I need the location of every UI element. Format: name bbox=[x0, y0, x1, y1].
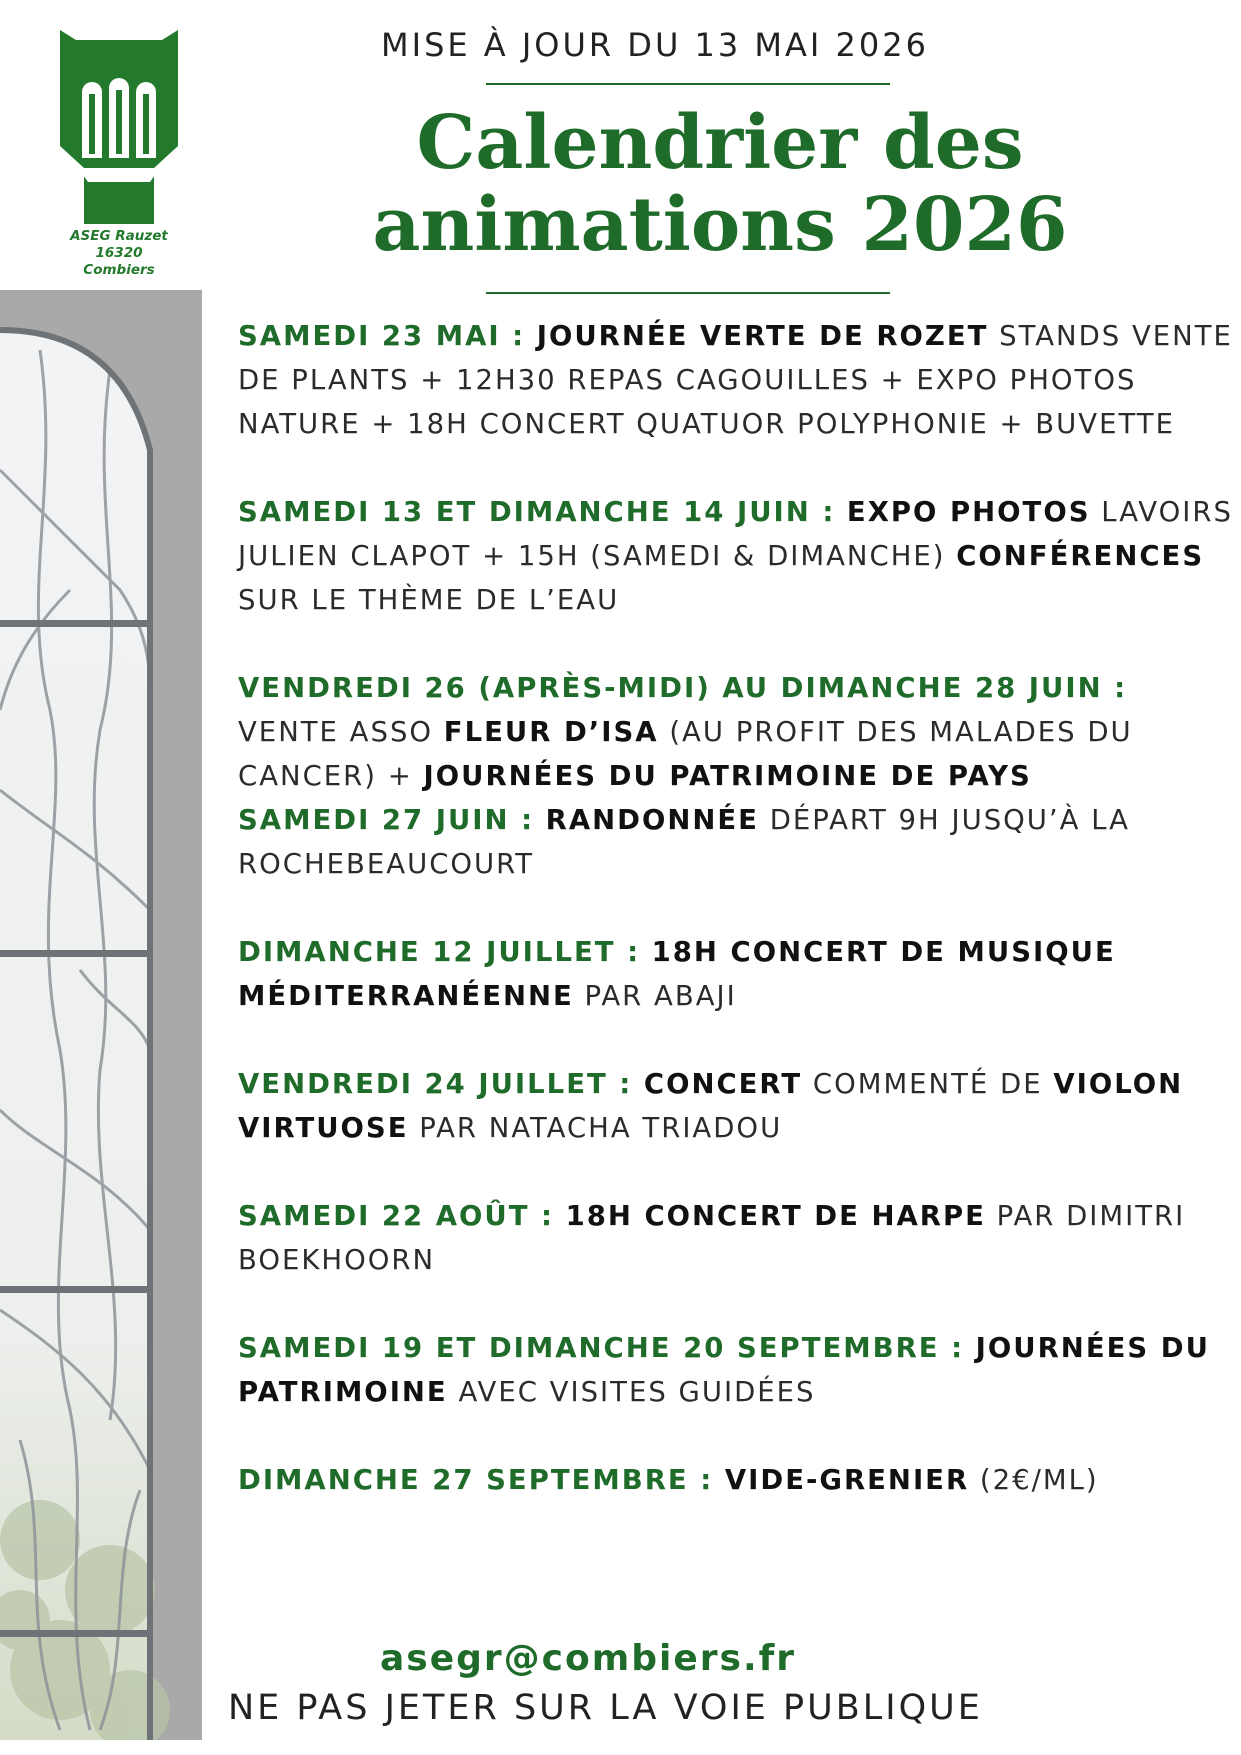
event-detail: (AU PROFIT DES MALADES DU CANCER) + bbox=[238, 716, 1133, 792]
event-item bbox=[238, 666, 1238, 798]
event-item bbox=[238, 930, 1238, 1018]
event-highlight: CONCERT bbox=[632, 1068, 803, 1100]
event-highlight: CONFÉRENCES bbox=[956, 540, 1205, 572]
event-highlight: 18H CONCERT DE MUSIQUE MÉDITERRANÉENNE bbox=[238, 936, 1116, 1012]
event-highlight: FLEUR D’ISA bbox=[443, 716, 659, 748]
event-detail: PAR ABAJI bbox=[573, 980, 737, 1012]
logo-line-1: ASEG Rauzet bbox=[70, 228, 168, 244]
event-date: VENDREDI 26 (APRÈS-MIDI) AU DIMANCHE 28 JUIN : bbox=[238, 672, 1128, 704]
event-item bbox=[238, 1326, 1238, 1414]
title-line-2: animations 2026 bbox=[372, 182, 1068, 268]
event-detail: VENTE ASSO bbox=[238, 716, 444, 748]
event-detail: DÉPART 9H JUSQU’À LA ROCHEBEAUCOURT bbox=[238, 804, 1130, 880]
page-title bbox=[300, 102, 1140, 266]
divider-bottom bbox=[486, 292, 890, 294]
event-date: SAMEDI 22 AOÛT : bbox=[238, 1200, 555, 1232]
event-date: VENDREDI 24 JUILLET : bbox=[238, 1068, 633, 1100]
event-highlight: EXPO PHOTOS bbox=[835, 496, 1091, 528]
event-detail: LAVOIRS JULIEN CLAPOT + 15H (SAMEDI & DIMANCHE) bbox=[238, 496, 1233, 572]
title-line-1: Calendrier des bbox=[416, 100, 1024, 186]
event-date: SAMEDI 19 ET DIMANCHE 20 SEPTEMBRE : bbox=[238, 1332, 965, 1364]
event-highlight: RANDONNÉE bbox=[534, 804, 759, 836]
event-date: DIMANCHE 12 JUILLET : bbox=[238, 936, 641, 968]
event-highlight: 18H CONCERT DE HARPE bbox=[554, 1200, 986, 1232]
event-highlight: JOURNÉES DU PATRIMOINE bbox=[238, 1332, 1210, 1408]
logo-caption bbox=[58, 228, 180, 279]
event-item bbox=[238, 798, 1238, 886]
event-highlight: JOURNÉES DU PATRIMOINE DE PAYS bbox=[423, 760, 1032, 792]
contact-email[interactable]: asegr@combiers.fr bbox=[380, 1638, 797, 1679]
footer-notice: NE PAS JETER SUR LA VOIE PUBLIQUE bbox=[228, 1688, 983, 1728]
event-highlight: JOURNÉE VERTE DE ROZET bbox=[525, 320, 989, 352]
logo-line-2: 16320 Combiers bbox=[83, 245, 155, 278]
event-date: SAMEDI 13 ET DIMANCHE 14 JUIN : bbox=[238, 496, 836, 528]
divider-top bbox=[486, 83, 890, 85]
event-detail: STANDS VENTE DE PLANTS + 12H30 REPAS CAGOUILLES + EXPO PHOTOS NATURE + 18H CONCERT QUATUOR POLYPHONIE + BUVETTE bbox=[238, 320, 1233, 440]
aseg-logo bbox=[58, 28, 180, 278]
events-list bbox=[238, 314, 1238, 1502]
update-date: MISE À JOUR DU 13 MAI 2026 bbox=[381, 26, 929, 64]
event-detail: AVEC VISITES GUIDÉES bbox=[447, 1376, 816, 1408]
event-item bbox=[238, 1458, 1238, 1502]
event-highlight: VIOLON VIRTUOSE bbox=[238, 1068, 1184, 1144]
event-date: DIMANCHE 27 SEPTEMBRE : bbox=[238, 1464, 714, 1496]
event-item bbox=[238, 1062, 1238, 1150]
event-date: SAMEDI 27 JUIN : bbox=[238, 804, 535, 836]
event-detail: PAR DIMITRI BOEKHOORN bbox=[238, 1200, 1186, 1276]
event-detail: SUR LE THÈME DE L’EAU bbox=[238, 584, 620, 616]
stained-glass-window bbox=[0, 290, 202, 1740]
event-detail: (2€/ML) bbox=[969, 1464, 1099, 1496]
event-detail: PAR NATACHA TRIADOU bbox=[408, 1112, 783, 1144]
event-highlight: VIDE-GRENIER bbox=[713, 1464, 970, 1496]
event-item bbox=[238, 490, 1238, 622]
event-item bbox=[238, 314, 1238, 446]
church-arch-logo-icon bbox=[58, 28, 180, 228]
event-date: SAMEDI 23 MAI : bbox=[238, 320, 526, 352]
event-detail: COMMENTÉ DE bbox=[802, 1068, 1054, 1100]
event-item bbox=[238, 1194, 1238, 1282]
